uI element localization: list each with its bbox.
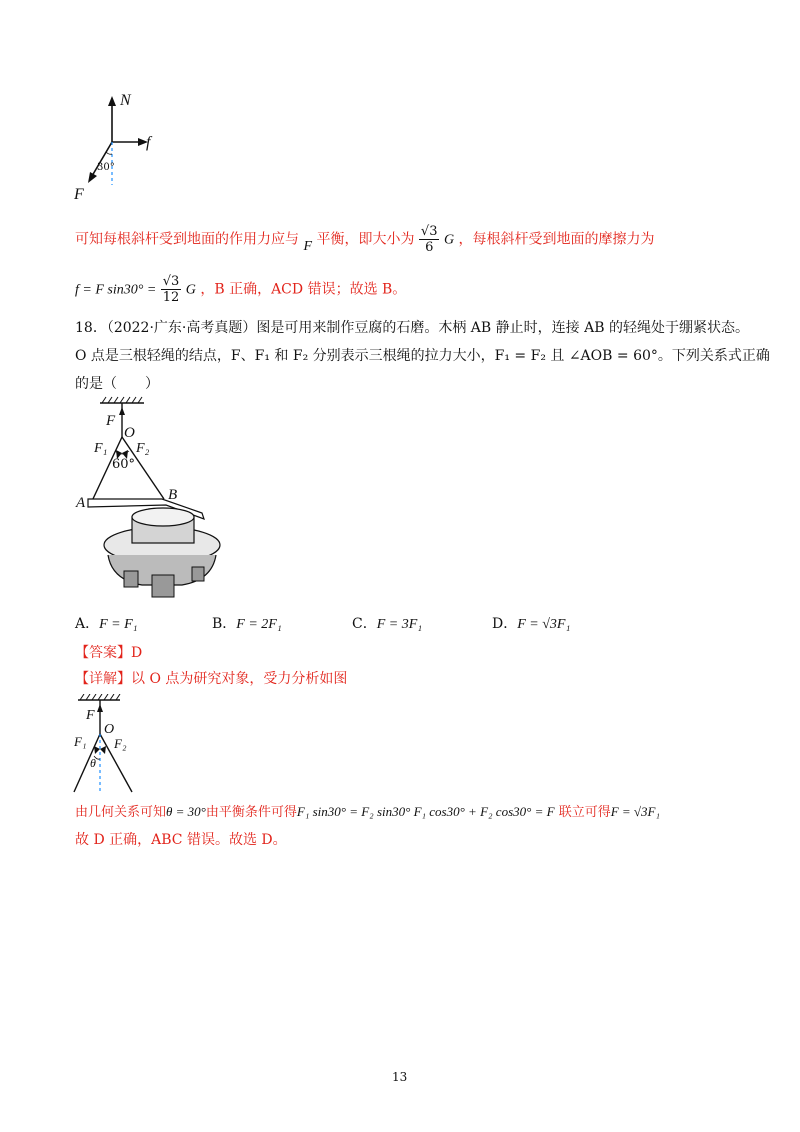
answer-line (75, 643, 142, 663)
line1-frac-num: √3 (420, 224, 438, 239)
question-line-3: 的是（ ） (75, 376, 159, 392)
question-line-2: O 点是三根轻绳的结点，F、F₁ 和 F₂ 分别表示三根绳的拉力大小，F₁ = F₂ 且 ∠AOB = 60°。下列关系式正确 (75, 348, 770, 364)
line1-mid: 平衡，即大小为 (316, 231, 415, 248)
line2-frac-num: √3 (162, 274, 180, 289)
final-line: 故 D 正确，ABC 错误。故选 D。 (75, 832, 287, 848)
label-f: f (146, 134, 151, 151)
detail-label: 【详解】 (75, 671, 131, 687)
option-b (212, 614, 282, 635)
mill-label-F: F (106, 413, 116, 429)
option-d-expr: F = √3F₁ (517, 617, 571, 632)
line1-prefix: 可知每根斜杆受到地面的作用力应与 (75, 231, 299, 248)
mill-label-B: B (168, 487, 178, 503)
line2-fraction (161, 274, 182, 305)
analysis-label-F: F (86, 708, 95, 723)
conclusion-eq1: θ = 30° (166, 804, 206, 819)
option-c-expr: F = 3F₁ (376, 617, 423, 632)
line1-fraction (419, 224, 440, 255)
mill-label-A: A (76, 495, 86, 511)
conclusion-part3: 联立可得 (558, 805, 611, 820)
option-c (352, 614, 422, 635)
mill-label-F1: F₁ (94, 441, 108, 456)
mill-label-F2: F₂ (136, 441, 150, 456)
detail-text: 以 O 点为研究对象，受力分析如图 (131, 671, 348, 687)
explanation-line-1 (75, 224, 655, 255)
question-line-1: 18．（2022·广东·高考真题）图是可用来制作豆腐的石磨。木柄 AB 静止时，连接 AB 的轻绳处于绷紧状态。 (75, 320, 749, 336)
answer-value: D (131, 645, 143, 661)
label-N: N (120, 92, 131, 109)
mill-label-O: O (124, 425, 135, 441)
conclusion-eq3: F = √3F₁ (610, 804, 661, 819)
line2-frac-den: 12 (162, 290, 180, 305)
conclusion-eq2: F₁ sin30° = F₂ sin30° F₁ cos30° + F₂ cos30° = F (296, 804, 555, 819)
conclusion-part2: 由平衡条件可得 (205, 805, 297, 820)
option-d (492, 614, 570, 635)
option-b-expr: F = 2F₁ (236, 617, 282, 632)
line2-var-G: G (185, 282, 196, 298)
label-angle: 30° (97, 162, 115, 173)
explanation-line-2 (75, 274, 406, 305)
detail-line (75, 669, 347, 689)
line2-eq-left: f = F sin30° = (75, 282, 157, 298)
line2-suffix: ，B 正确，ACD 错误；故选 B。 (200, 281, 407, 298)
mill-label-angle: 60° (112, 457, 136, 472)
option-c-letter: C． (352, 616, 377, 632)
label-F: F (74, 186, 84, 203)
force-analysis-diagram (70, 694, 160, 794)
line1-var-G: G (443, 232, 455, 248)
option-a (75, 614, 138, 635)
stone-mill-diagram (72, 395, 232, 605)
analysis-label-theta: θ (90, 756, 96, 770)
force-diagram-1 (70, 90, 170, 210)
page-number: 13 (392, 1070, 408, 1084)
answer-label: 【答案】 (75, 645, 131, 661)
line1-var-F: F (303, 238, 313, 254)
conclusion-part1: 由几何关系可知 (75, 805, 167, 820)
analysis-label-O: O (104, 722, 115, 737)
line1-suffix: ，每根斜杆受到地面的摩擦力为 (458, 231, 655, 248)
conclusion-line (75, 802, 660, 823)
option-a-letter: A． (75, 616, 100, 632)
analysis-label-F2: F₂ (114, 736, 127, 751)
option-a-expr: F = F₁ (99, 617, 138, 632)
analysis-label-F1: F₁ (74, 734, 87, 749)
option-b-letter: B． (212, 616, 237, 632)
line1-frac-den: 6 (425, 240, 434, 255)
option-d-letter: D． (492, 616, 518, 632)
